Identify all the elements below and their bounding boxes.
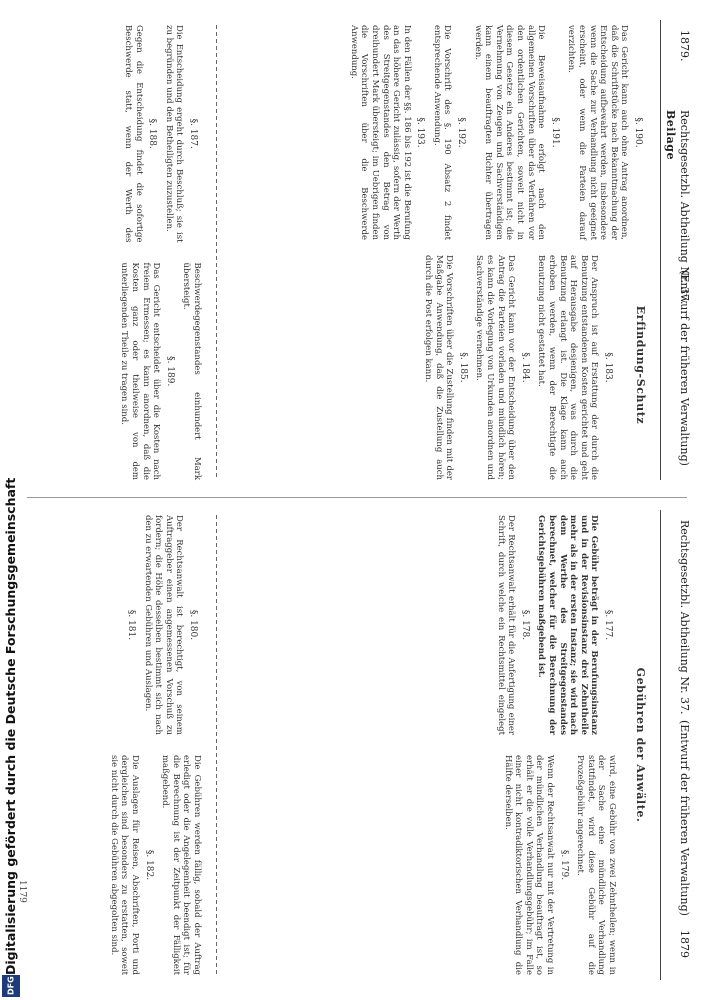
- header-publication-left: Rechtsgesetzbl. Abtheilung Nr. 37.: [678, 110, 691, 305]
- digitization-banner: [0, 477, 22, 1000]
- left-divider: [216, 25, 217, 480]
- paragraph: Der Rechtsanwalt ist berechtigt, von seinem Auftraggeber einen angemessenen Vorschuß zu fordern; die Höhe desselben bestimmt sich nach den zu erwartenden Gebühren und Auslagen.: [142, 515, 185, 735]
- header-rule-left: [660, 20, 661, 480]
- right-divider: [216, 515, 217, 975]
- paragraph: Die Auslagen für Reisen, Abschriften, Porti und dergleichen sind besonders zu erstatten, soweit sie nicht durch die Gebühren abgegolten sind.: [108, 755, 141, 975]
- section-number: §. 192.: [456, 117, 467, 148]
- right-page-title-block: [624, 515, 651, 975]
- section-number: §. 181.: [126, 609, 137, 641]
- section-number: §. 177.: [603, 609, 613, 641]
- paragraph: Wenn der Rechtsanwalt nur mit der Vertretung in der mündlichen Verhandlung beauftragt ist, so erhält er die volle Verhandlungsgebühr; im Falle einer nicht kontradiktorischen Verhandlung die Hälfte derselben.: [502, 755, 556, 975]
- paragraph: Die Entscheidung ergeht durch Beschluß; sie ist zu begründen und den Betheiligten zuzustellen.: [163, 25, 185, 243]
- header-note-left: (Entwurf der früheren Verwaltung): [678, 270, 691, 466]
- header-year-right: 1879: [678, 930, 691, 958]
- left-column-top-left: [342, 25, 647, 240]
- section-number: §. 182.: [143, 849, 154, 881]
- page-number: 1179: [17, 880, 27, 903]
- header-title-left: Beilage: [664, 110, 677, 160]
- page-gutter: [27, 497, 687, 498]
- paragraph: Die Vorschrift des §. 190 Absatz 2 findet entsprechende Anwendung.: [431, 25, 453, 240]
- paragraph: In den Fällen der §§. 186 bis 192 ist die Berufung an das höhere Gericht zulässig, sofern der Werth des Streitgegenstandes den Betrag von dreihundert Mark übersteigt; im Uebrigen finden die Vorschriften über die Beschwerde Anwendung.: [348, 25, 412, 240]
- section-number: §. 180.: [188, 609, 198, 641]
- section-number: §. 188.: [147, 118, 158, 149]
- header-publication-right: Rechtsgesetzbl. Abtheilung Nr. 37.: [678, 520, 691, 715]
- section-number: §. 187.: [188, 118, 198, 149]
- paragraph: Gegen die Entscheidung findet die sofortige Beschwerde statt, wenn der Werth des Beschwerdegegenstandes einhundert Mark übersteigt.: [123, 25, 202, 480]
- header-year-left: 1879.: [678, 30, 691, 62]
- dfg-logo-icon: DFG: [2, 975, 20, 997]
- left-column-top-right: [417, 255, 618, 480]
- paragraph: Die Vorschriften über die Zustellung finden mit der Maßgabe Anwendung, daß die Zustellung auch durch die Post erfolgen kann.: [423, 255, 455, 480]
- paragraph: Der Anspruch ist auf Erstattung der durch die Benutzung entstandenen Kosten gerichtet und geht auf Herausgabe desjenigen, was durch die Benutzung erlangt ist. Die Klage kann auch erhoben werden, wenn der Berechtigte die Benutzung nicht gestattet hat.: [536, 255, 600, 480]
- left-column-bottom: [118, 25, 202, 480]
- paragraph: Die Gebühren werden fällig, sobald der Auftrag erledigt oder die Angelegenheit beendigt ist; für die Berechnung ist der Zeitpunkt der Fälligkeit maßgebend.: [160, 755, 202, 975]
- paragraph: Die Gebühr beträgt in der Berufungsinstanz und in der Revisionsinstanz drei Zehntheile mehr als in der ersten Instanz; sie wird nach dem Werthe des Streitgegenstandes berechnet, welcher für die Berechnung der Gerichtsgebühren maßgebend ist.: [536, 515, 600, 735]
- header-note-right: (Entwurf der früheren Verwaltung): [678, 720, 691, 916]
- paragraph: Der Rechtsanwalt erhält für die Anfertigung einer Schrift, durch welche ein Rechtsmittel eingelegt wird, eine Gebühr von zwei Zehntheilen; wenn in der Sache eine mündliche Verhandlung stattfindet, wird diese Gebühr auf die Prozeßgebühr angerechnet.: [495, 515, 617, 975]
- left-page-title-block: [624, 250, 651, 480]
- section-number: §. 178.: [519, 609, 530, 641]
- right-column-bottom: [108, 515, 202, 975]
- section-number: §. 179.: [558, 849, 569, 881]
- left-section-title: Erfindung-Schutz: [634, 305, 647, 425]
- paragraph: Die Beweisaufnahme erfolgt nach den allgemeinen Vorschriften über das Verfahren vor den ordentlichen Gerichten, soweit nicht in diesem Gesetze ein Anderes bestimmt ist; die Vernehmung von Zeugen und Sachverständigen kann einem beauftragten Richter übertragen werden.: [472, 25, 547, 240]
- paragraph: Das Gericht kann auch ohne Antrag anordnen, daß die Schriftstücke nach Bekanntmachung der Entscheidung aufbewahrt werden, insbesondere wenn die Sache zur Verhandlung nicht geeignet erscheint, oder wenn die Parteien darauf verzichten.: [566, 25, 630, 240]
- section-number: §. 185.: [457, 352, 468, 383]
- section-number: §. 184.: [519, 352, 530, 383]
- section-number: §. 183.: [603, 352, 613, 383]
- section-number: §. 190.: [633, 117, 643, 148]
- banner-text: Digitalisierung gefördert durch die Deutsche Forschungsgemeinschaft: [3, 477, 18, 975]
- right-section-title: Gebühren der Anwälte.: [634, 667, 647, 823]
- paragraph: Das Gericht kann vor der Entscheidung über den Antrag die Parteien vorladen und mündlich hören; es kann die Vorlegung von Urkunden anordnen und Sachverständige vernehmen.: [474, 255, 517, 480]
- paragraph: Das Gericht entscheidet über die Kosten nach freiem Ermessen; es kann anordnen, daß die Kosten ganz oder theilweise von dem unterliegenden Theile zu tragen sind.: [119, 262, 162, 480]
- section-number: §. 191.: [549, 117, 560, 148]
- right-column-top: [495, 515, 617, 975]
- section-number: §. 193.: [415, 117, 426, 148]
- section-number: §. 189.: [164, 356, 175, 387]
- header-rule-right: [660, 510, 661, 980]
